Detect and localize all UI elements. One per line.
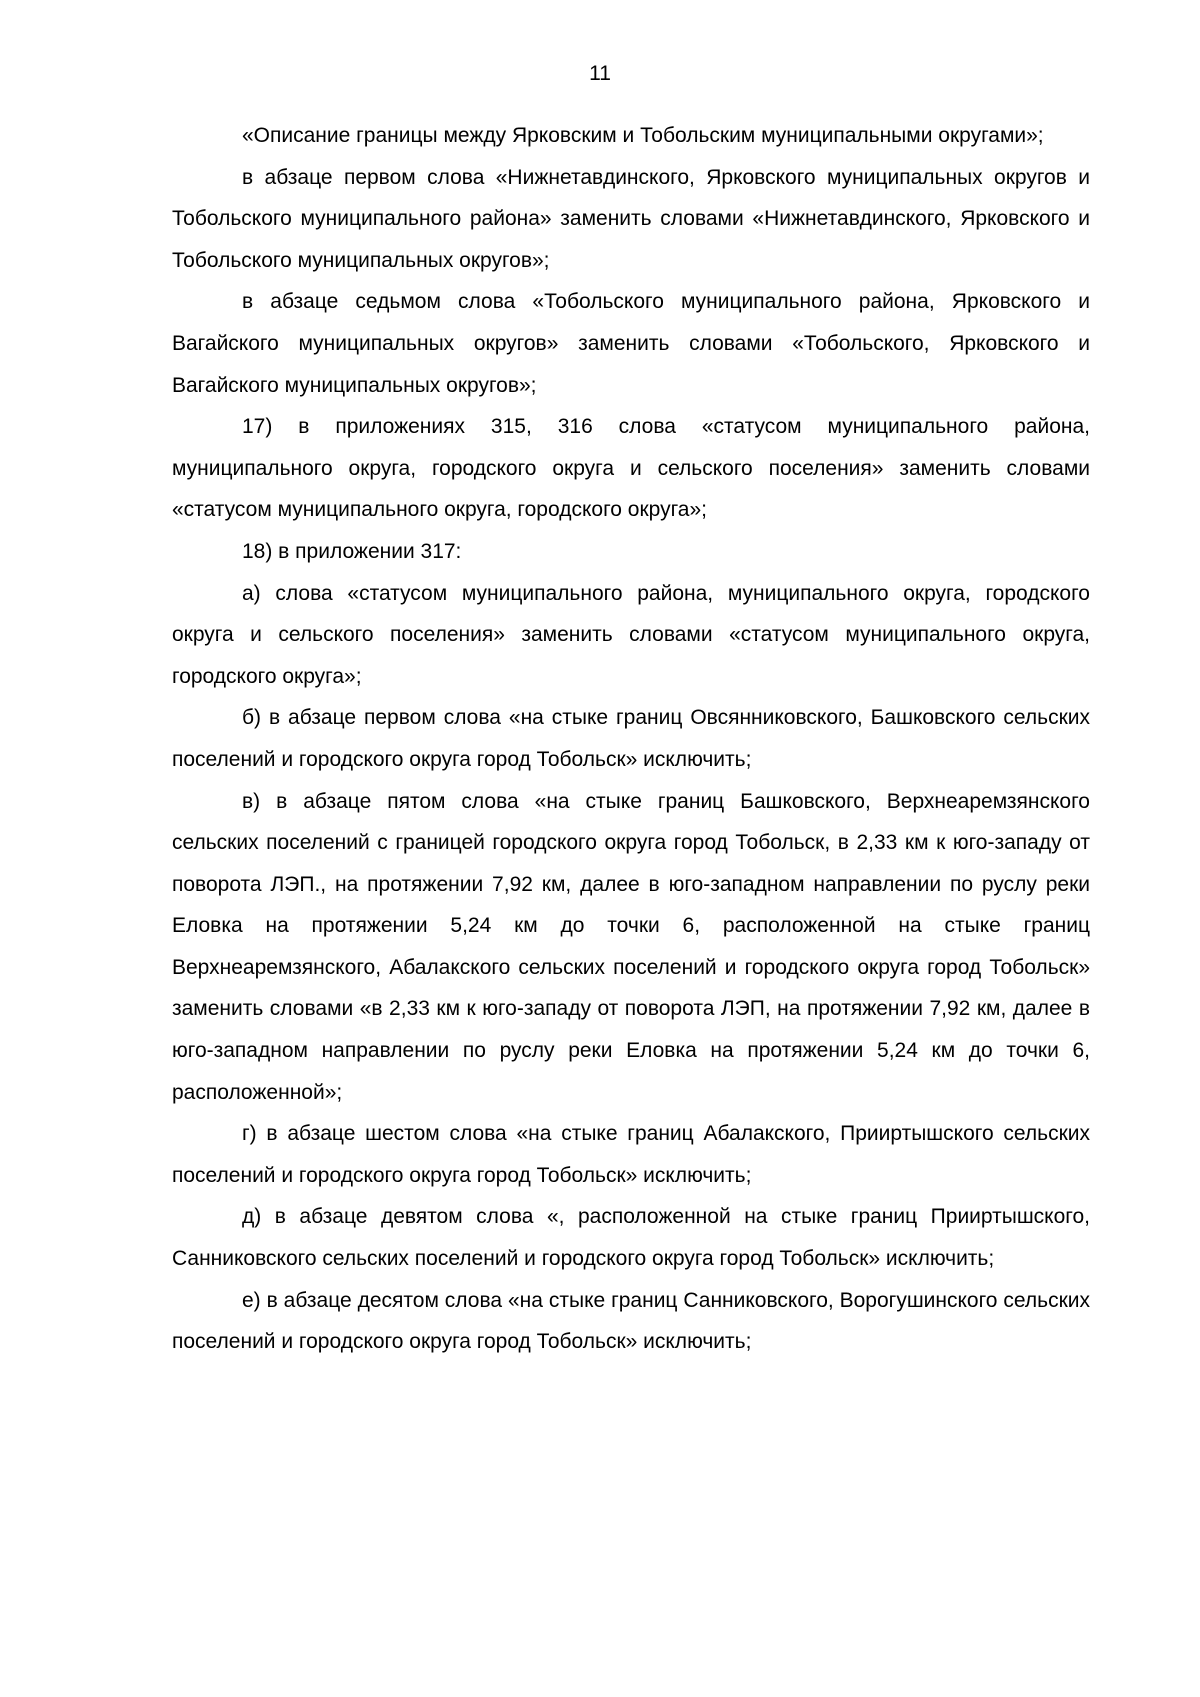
paragraph: е) в абзаце десятом слова «на стыке границ Санниковского, Ворогушинского сельских поселений и городского округа город Тобольск» исключить;	[172, 1288, 1090, 1354]
paragraph: «Описание границы между Ярковским и Тобольским муниципальными округами»;	[242, 124, 1044, 147]
paragraph: в) в абзаце пятом слова «на стыке границ Башковского, Верхнеаремзянского сельских поселений с границей городского округа город Тобольск, в 2,33 км к юго-западу от поворота ЛЭП., на протяжении 7,92 км, далее в юго-западном направлении по руслу реки Еловка на протяжении 5,24 км до точки 6, расположенной на стыке границ Верхнеаремзянского, Абалакского сельских поселений и городского округа город Тобольск» заменить словами «в 2,33 км к юго-западу от поворота ЛЭП, на протяжении 7,92 км, далее в юго-западном направлении по руслу реки Еловка на протяжении 5,24 км до точки 6, расположенной»;	[172, 789, 1090, 1104]
paragraph: б) в абзаце первом слова «на стыке границ Овсянниковского, Башковского сельских поселений и городского округа город Тобольск» исключить;	[172, 706, 1090, 771]
paragraph: г) в абзаце шестом слова «на стыке границ Абалакского, Прииртышского сельских поселений и городского округа город Тобольск» исключить;	[172, 1122, 1090, 1187]
page-number: 11	[589, 62, 611, 85]
paragraph: 18) в приложении 317:	[242, 539, 462, 563]
document-body	[172, 115, 1090, 1363]
paragraph: д) в абзаце девятом слова «, расположенной на стыке границ Прииртышского, Санниковского сельских поселений и городского округа город Тобольск» исключить;	[172, 1205, 1090, 1271]
paragraph: в абзаце седьмом слова «Тобольского муниципального района, Ярковского и Вагайского муниципальных округов» заменить словами «Тобольского, Ярковского и Вагайского муниципальных округов»;	[172, 290, 1090, 397]
paragraph: а) слова «статусом муниципального района, муниципального округа, городского округа и сельского поселения» заменить словами «статусом муниципального округа, городского округа»;	[172, 581, 1090, 688]
paragraph: 17) в приложениях 315, 316 слова «статусом муниципального района, муниципального округа, городского округа и сельского поселения» заменить словами «статусом муниципального округа, городского округа»;	[172, 415, 1090, 522]
paragraph: в абзаце первом слова «Нижнетавдинского, Ярковского муниципальных округов и Тобольского муниципального района» заменить словами «Нижнетавдинского, Ярковского и Тобольского муниципальных округов»;	[172, 165, 1090, 272]
